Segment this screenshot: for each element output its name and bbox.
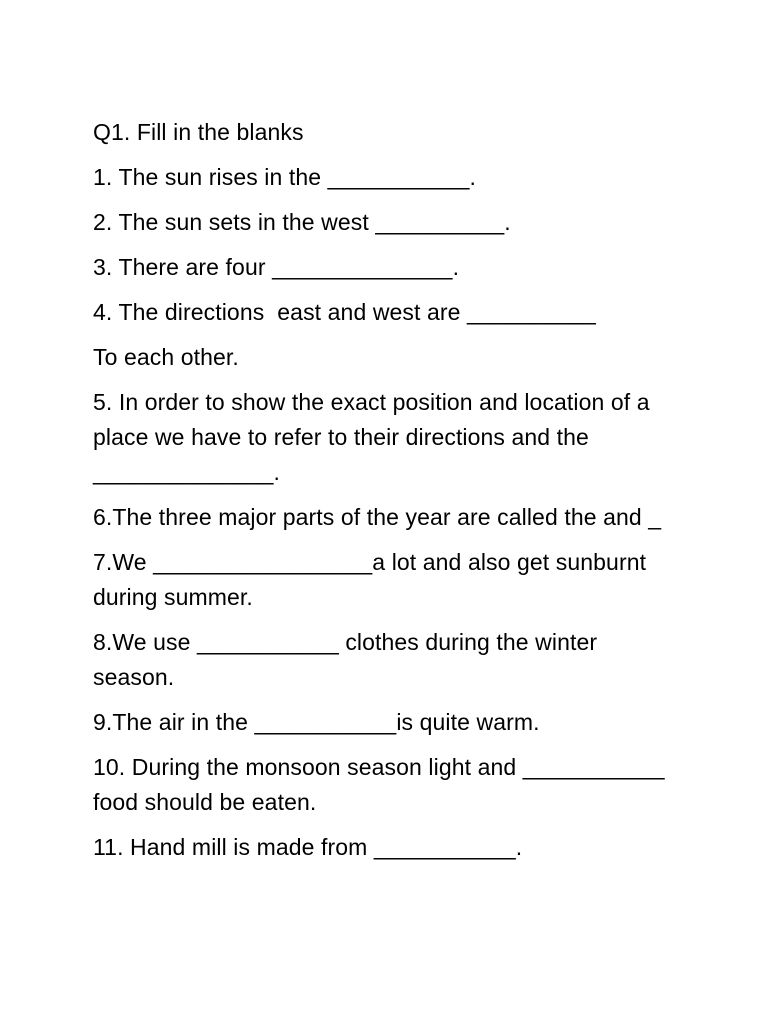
- question-4: 4. The directions east and west are __________: [93, 299, 596, 325]
- question-8: 8.We use ___________ clothes during the winter season.: [93, 629, 604, 690]
- question-5: 5. In order to show the exact position and location of a place we have to refer to their directions and the ______________.: [93, 389, 657, 485]
- question-2: 2. The sun sets in the west __________.: [93, 209, 511, 235]
- question-4-continuation: To each other.: [93, 344, 239, 370]
- question-6: 6.The three major parts of the year are called the and _: [93, 504, 662, 530]
- worksheet-heading: Q1. Fill in the blanks: [93, 119, 304, 145]
- worksheet-content: [93, 115, 683, 875]
- question-7: 7.We _________________a lot and also get sunburnt during summer.: [93, 549, 653, 610]
- question-10: 10. During the monsoon season light and ___________ food should be eaten.: [93, 754, 678, 815]
- question-11: 11. Hand mill is made from ___________.: [93, 834, 523, 860]
- question-9: 9.The air in the ___________is quite warm.: [93, 709, 540, 735]
- question-3: 3. There are four ______________.: [93, 254, 460, 280]
- question-1: 1. The sun rises in the ___________.: [93, 164, 476, 190]
